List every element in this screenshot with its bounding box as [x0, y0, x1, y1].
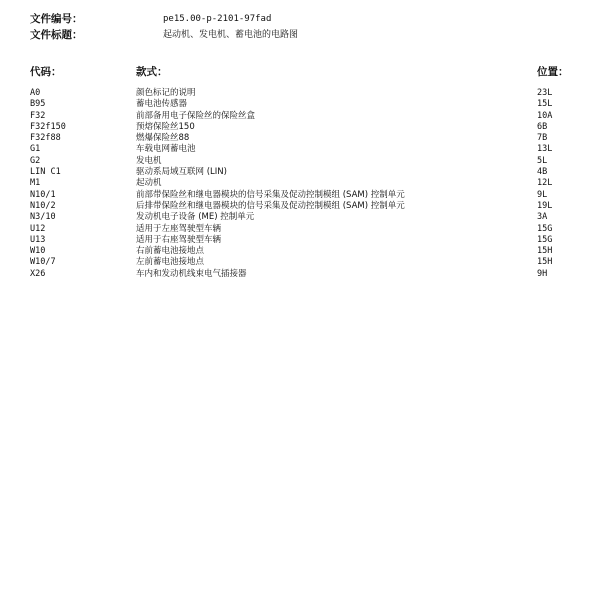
row-position: 9H: [537, 268, 548, 279]
table-row: [0, 224, 603, 235]
row-position: 19L: [537, 200, 553, 211]
row-description: 预熔保险丝150: [136, 121, 195, 132]
doc-number-label: 文件编号：: [30, 13, 83, 25]
row-description: 燃爆保险丝88: [136, 133, 190, 144]
row-code: U13: [30, 234, 46, 245]
row-description: 后排带保险丝和继电器模块的信号采集及促动控制模组 (SAM) 控制单元: [136, 200, 405, 211]
row-code: G1: [30, 144, 41, 155]
row-description: 蓄电池传感器: [136, 99, 188, 110]
row-position: 12L: [537, 178, 553, 189]
column-header-code: 代码：: [30, 66, 62, 78]
column-header-description: 款式：: [136, 66, 168, 78]
row-code: B95: [30, 99, 46, 110]
row-description: 车载电网蓄电池: [136, 144, 196, 155]
row-position: 15H: [537, 257, 553, 268]
row-description: 右前蓄电池接地点: [136, 246, 205, 257]
table-row: [0, 144, 603, 155]
row-code: N3/10: [30, 212, 56, 223]
row-position: 5L: [537, 155, 548, 166]
row-position: 3A: [537, 212, 548, 223]
column-header-position: 位置：: [537, 66, 569, 78]
table-row: [0, 246, 603, 257]
row-description: 车内和发动机线束电气插接器: [136, 268, 247, 279]
row-code: W10: [30, 246, 46, 257]
table-row: [0, 122, 603, 133]
row-position: 6B: [537, 121, 548, 132]
row-code: N10/1: [30, 189, 56, 200]
row-code: A0: [30, 88, 41, 98]
doc-number-value: pe15.00-p-2101-97fad: [163, 14, 272, 24]
table-row: [0, 201, 603, 212]
row-description: 起动机: [136, 178, 162, 189]
doc-title-value: 起动机、发电机、蓄电池的电路图: [163, 30, 299, 40]
row-description: 驱动系局域互联网 (LIN): [136, 167, 227, 178]
row-description: 适用于右座驾驶型车辆: [136, 234, 222, 245]
row-description: 前部带保险丝和继电器模块的信号采集及促动控制模组 (SAM) 控制单元: [136, 189, 405, 200]
table-row: [0, 257, 603, 268]
row-position: 15H: [537, 246, 553, 257]
table-row: [0, 167, 603, 178]
row-description: 适用于左座驾驶型车辆: [136, 223, 222, 234]
table-row: [0, 111, 603, 122]
table-row: [0, 156, 603, 167]
doc-title-label: 文件标题：: [30, 29, 83, 41]
row-description: 前部备用电子保险丝的保险丝盒: [136, 110, 256, 121]
row-code: U12: [30, 223, 46, 234]
table-row: [0, 88, 603, 99]
row-description: 发电机: [136, 155, 162, 166]
table-row: [0, 133, 603, 144]
row-code: F32f88: [30, 133, 61, 144]
row-position: 9L: [537, 189, 548, 200]
row-description: 颜色标记的说明: [136, 88, 196, 98]
row-position: 15G: [537, 234, 553, 245]
table-row: [0, 235, 603, 246]
row-position: 23L: [537, 88, 553, 98]
row-description: 左前蓄电池接地点: [136, 257, 205, 268]
row-code: N10/2: [30, 200, 56, 211]
table-row: [0, 190, 603, 201]
row-position: 7B: [537, 133, 548, 144]
row-position: 15G: [537, 223, 553, 234]
row-position: 13L: [537, 144, 553, 155]
row-position: 10A: [537, 110, 553, 121]
table-row: [0, 269, 603, 280]
row-code: G2: [30, 155, 41, 166]
row-code: F32: [30, 110, 46, 121]
row-position: 4B: [537, 167, 548, 178]
row-description: 发动机电子设备 (ME) 控制单元: [136, 212, 255, 223]
row-code: M1: [30, 178, 41, 189]
row-code: F32f150: [30, 121, 66, 132]
row-code: W10/7: [30, 257, 56, 268]
row-code: LIN C1: [30, 167, 61, 178]
row-position: 15L: [537, 99, 553, 110]
table-row: [0, 99, 603, 110]
component-list: [0, 88, 603, 280]
row-code: X26: [30, 268, 46, 279]
table-row: [0, 178, 603, 189]
table-row: [0, 212, 603, 223]
